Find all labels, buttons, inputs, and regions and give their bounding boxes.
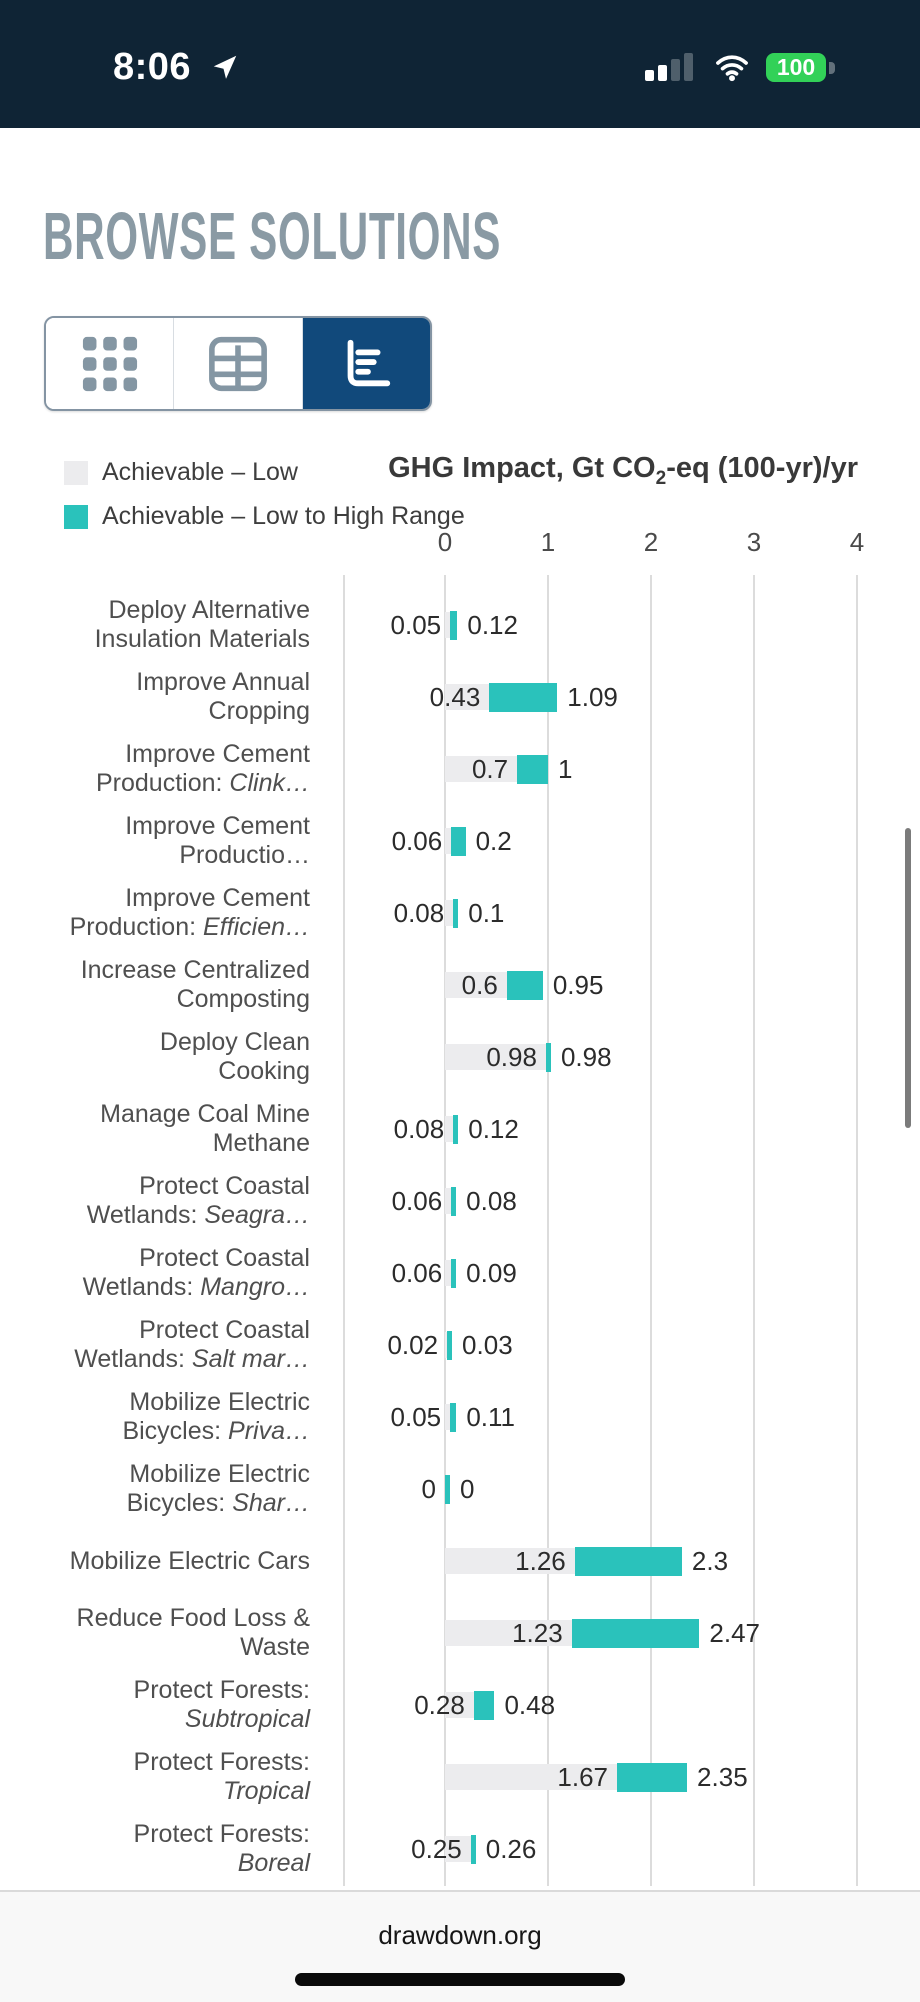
value-low: 0.6 xyxy=(461,970,498,1000)
bar-chart-icon xyxy=(335,335,397,393)
gridline xyxy=(856,575,858,1886)
category-label: Protect Forests: Tropical xyxy=(133,1748,310,1805)
bar-achievable-range[interactable] xyxy=(447,1331,452,1360)
value-low: 0.7 xyxy=(471,754,509,784)
value-low: 0 xyxy=(421,1474,436,1504)
bar-achievable-range[interactable] xyxy=(445,1475,450,1504)
axis-tick-label: 2 xyxy=(643,527,659,557)
gridline xyxy=(650,575,652,1886)
category-label: Reduce Food Loss & Waste xyxy=(76,1604,310,1661)
category-label: Protect Coastal Wetlands: Mangro… xyxy=(82,1244,310,1301)
gridline xyxy=(753,575,755,1886)
value-low: 0.43 xyxy=(429,682,481,712)
legend-label-low: Achievable – Low xyxy=(102,458,298,486)
value-low: 0.98 xyxy=(486,1042,537,1072)
category-label: Protect Forests: Subtropical xyxy=(133,1676,310,1733)
bar-achievable-range[interactable] xyxy=(572,1619,700,1648)
chart-view-button[interactable] xyxy=(303,318,430,409)
value-low: 1.23 xyxy=(512,1618,563,1648)
axis-tick-label: 1 xyxy=(540,527,556,557)
category-label: Mobilize Electric Cars xyxy=(69,1546,310,1575)
value-low: 1.26 xyxy=(515,1546,566,1576)
category-label: Deploy Clean Cooking xyxy=(159,1028,310,1085)
category-label: Manage Coal Mine Methane xyxy=(100,1100,310,1157)
value-high: 0.2 xyxy=(475,826,512,856)
footer xyxy=(0,1890,920,2002)
axis-tick-label: 4 xyxy=(849,527,865,557)
grid-view-button[interactable] xyxy=(46,318,174,409)
clock: 8:06 xyxy=(113,46,192,88)
value-high: 2.47 xyxy=(709,1618,761,1648)
status-bar xyxy=(0,0,920,128)
page-title: BROWSE SOLUTIONS xyxy=(43,199,501,274)
bar-achievable-low[interactable] xyxy=(445,900,453,926)
bar-achievable-range[interactable] xyxy=(575,1547,682,1576)
battery-nub xyxy=(829,62,835,74)
value-low: 1.67 xyxy=(557,1762,608,1792)
bar-achievable-range[interactable] xyxy=(453,899,458,928)
value-low: 0.28 xyxy=(414,1690,465,1720)
value-low: 0.25 xyxy=(411,1834,462,1864)
value-high: 1 xyxy=(558,754,573,784)
value-low: 0.06 xyxy=(391,1258,443,1288)
value-high: 0.26 xyxy=(485,1834,537,1864)
category-label: Protect Coastal Wetlands: Salt mar… xyxy=(74,1316,310,1373)
value-high: 0.09 xyxy=(466,1258,517,1288)
bar-achievable-range[interactable] xyxy=(450,611,457,640)
bar-achievable-range[interactable] xyxy=(517,755,548,784)
battery-percent: 100 xyxy=(776,54,816,80)
value-high: 0.98 xyxy=(560,1042,612,1072)
battery-icon xyxy=(766,53,826,82)
value-high: 0.12 xyxy=(468,1114,519,1144)
bar-achievable-range[interactable] xyxy=(617,1763,687,1792)
value-low: 0.08 xyxy=(393,898,445,928)
category-label: Mobilize Electric Bicycles: Shar… xyxy=(126,1460,310,1517)
bar-achievable-range[interactable] xyxy=(471,1835,476,1864)
category-label: Protect Coastal Wetlands: Seagra… xyxy=(86,1172,310,1229)
category-label: Improve Annual Cropping xyxy=(136,668,310,725)
bar-achievable-range[interactable] xyxy=(451,1187,456,1216)
category-label: Increase Centralized Composting xyxy=(80,956,310,1013)
axis-tick-label: 3 xyxy=(746,527,762,557)
value-high: 2.3 xyxy=(691,1546,729,1576)
value-low: 0.08 xyxy=(393,1114,445,1144)
value-high: 0.95 xyxy=(552,970,604,1000)
home-indicator[interactable] xyxy=(295,1973,625,1986)
wifi-icon xyxy=(711,51,753,82)
value-low: 0.05 xyxy=(390,1402,442,1432)
value-high: 0 xyxy=(460,1474,475,1504)
axis-tick-label: 0 xyxy=(437,527,453,557)
category-label: Improve Cement Productio… xyxy=(125,812,310,869)
bar-achievable-range[interactable] xyxy=(489,683,557,712)
bar-achievable-range[interactable] xyxy=(453,1115,458,1144)
value-low: 0.05 xyxy=(390,610,442,640)
value-low: 0.06 xyxy=(391,1186,443,1216)
bar-achievable-range[interactable] xyxy=(451,1259,456,1288)
legend-label-range: Achievable – Low to High Range xyxy=(102,502,465,530)
bar-achievable-range[interactable] xyxy=(474,1691,495,1720)
bar-achievable-range[interactable] xyxy=(450,1403,456,1432)
value-high: 0.1 xyxy=(468,898,505,928)
value-high: 1.09 xyxy=(567,682,618,712)
category-label: Mobilize Electric Bicycles: Priva… xyxy=(122,1388,310,1445)
table-icon xyxy=(208,336,268,392)
value-high: 2.35 xyxy=(697,1762,748,1792)
value-high: 0.12 xyxy=(467,610,518,640)
category-label: Protect Forests: Boreal xyxy=(133,1820,310,1877)
bar-achievable-range[interactable] xyxy=(546,1043,551,1072)
value-high: 0.03 xyxy=(462,1330,513,1360)
table-view-button[interactable] xyxy=(174,318,302,409)
bar-achievable-range[interactable] xyxy=(507,971,543,1000)
category-label: Deploy Alternative Insulation Materials xyxy=(94,596,310,653)
value-high: 0.48 xyxy=(504,1690,556,1720)
value-high: 0.11 xyxy=(466,1402,516,1432)
legend-item-low xyxy=(64,458,298,487)
value-low: 0.02 xyxy=(387,1330,439,1360)
legend-swatch-low xyxy=(64,461,88,485)
location-arrow-icon xyxy=(210,52,240,82)
legend-swatch-range xyxy=(64,505,88,529)
category-label: Improve Cement Production: Clink… xyxy=(96,740,310,797)
category-label: Improve Cement Production: Efficien… xyxy=(69,884,310,941)
bar-achievable-low[interactable] xyxy=(445,1116,453,1142)
view-toggle xyxy=(44,316,432,411)
scrollbar-thumb[interactable] xyxy=(905,828,911,1128)
value-low: 0.06 xyxy=(391,826,443,856)
legend-item-range xyxy=(64,502,465,531)
bar-achievable-range[interactable] xyxy=(451,827,465,856)
value-high: 0.08 xyxy=(466,1186,517,1216)
grid-icon xyxy=(81,335,139,393)
cellular-signal-icon xyxy=(645,52,693,81)
site-link: drawdown.org xyxy=(378,1920,542,1950)
chart-title: GHG Impact, Gt $CO_2-eq$ (100-yr)/yr xyxy=(388,452,858,489)
